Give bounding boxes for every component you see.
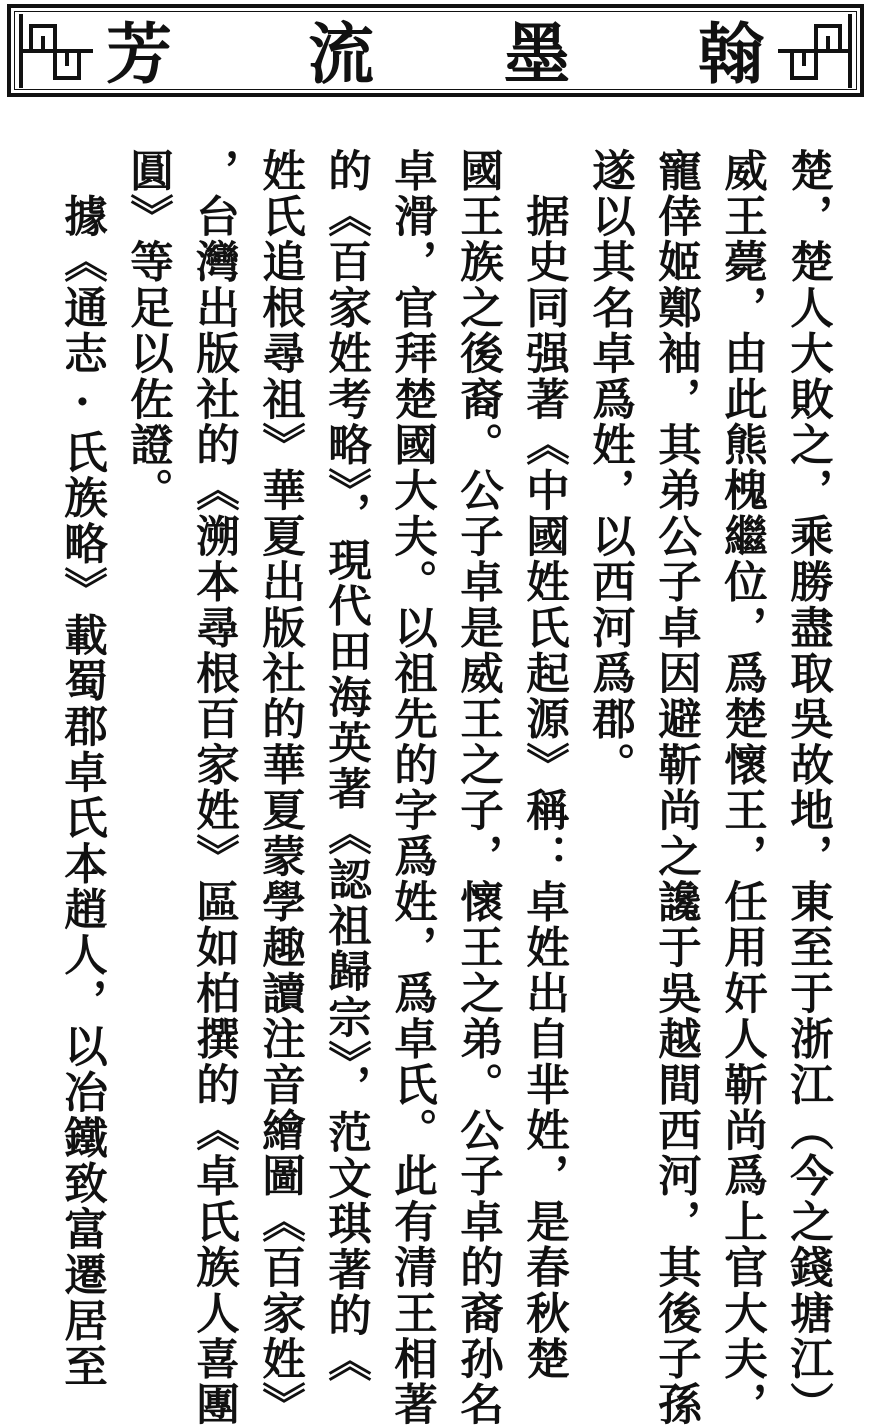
vertical-text-body bbox=[57, 148, 838, 1428]
title-char-4: 翰 bbox=[698, 15, 764, 93]
text-column-1: 楚，楚人大敗之，乘勝盡取吳故地，東至于浙江（今之錢塘江） bbox=[783, 148, 834, 1428]
text-column-11: 圓》等足以佐證。 bbox=[123, 148, 174, 514]
text-column-2: 威王薨，由此熊槐繼位，爲楚懷王，任用奸人靳尚爲上官大夫， bbox=[717, 148, 768, 1428]
text-column-6: 國王族之後裔。公子卓是威王之子，懷王之弟。公子卓的裔孙名 bbox=[453, 148, 504, 1428]
text-column-5: 据史同强著《中國姓氏起源》稱：卓姓出自芈姓，是春秋楚 bbox=[519, 148, 570, 1382]
text-column-9: 姓氏追根尋祖》華夏出版社的華夏蒙學趣讀注音繪圖《百家姓》 bbox=[255, 148, 306, 1428]
text-column-12: 據《通志·氏族略》載蜀郡卓氏本趙人，以冶鐵致富遷居至 bbox=[57, 148, 108, 1390]
fret-ornament-left-icon bbox=[17, 12, 95, 90]
text-column-7: 卓滑，官拜楚國大夫。以祖先的字爲姓，爲卓氏。此有清王相著 bbox=[387, 148, 438, 1428]
text-column-8: 的《百家姓考略》，現代田海英著《認祖歸宗》，范文琪著的《 bbox=[321, 148, 372, 1385]
text-column-10: ，台灣出版社的《溯本尋根百家姓》區如柏撰的《卓氏族人喜團 bbox=[189, 148, 240, 1428]
text-column-3: 寵倖姬鄭袖，其弟公子卓因避靳尚之讒于吳越間西河，其後子孫 bbox=[651, 148, 702, 1428]
fret-ornament-right-icon bbox=[776, 12, 854, 90]
title-char-1: 芳 bbox=[106, 15, 172, 93]
title-char-2: 流 bbox=[308, 15, 374, 93]
title-banner bbox=[7, 4, 864, 97]
title-char-3: 墨 bbox=[504, 15, 570, 93]
text-column-4: 遂以其名卓爲姓，以西河爲郡。 bbox=[585, 148, 636, 788]
